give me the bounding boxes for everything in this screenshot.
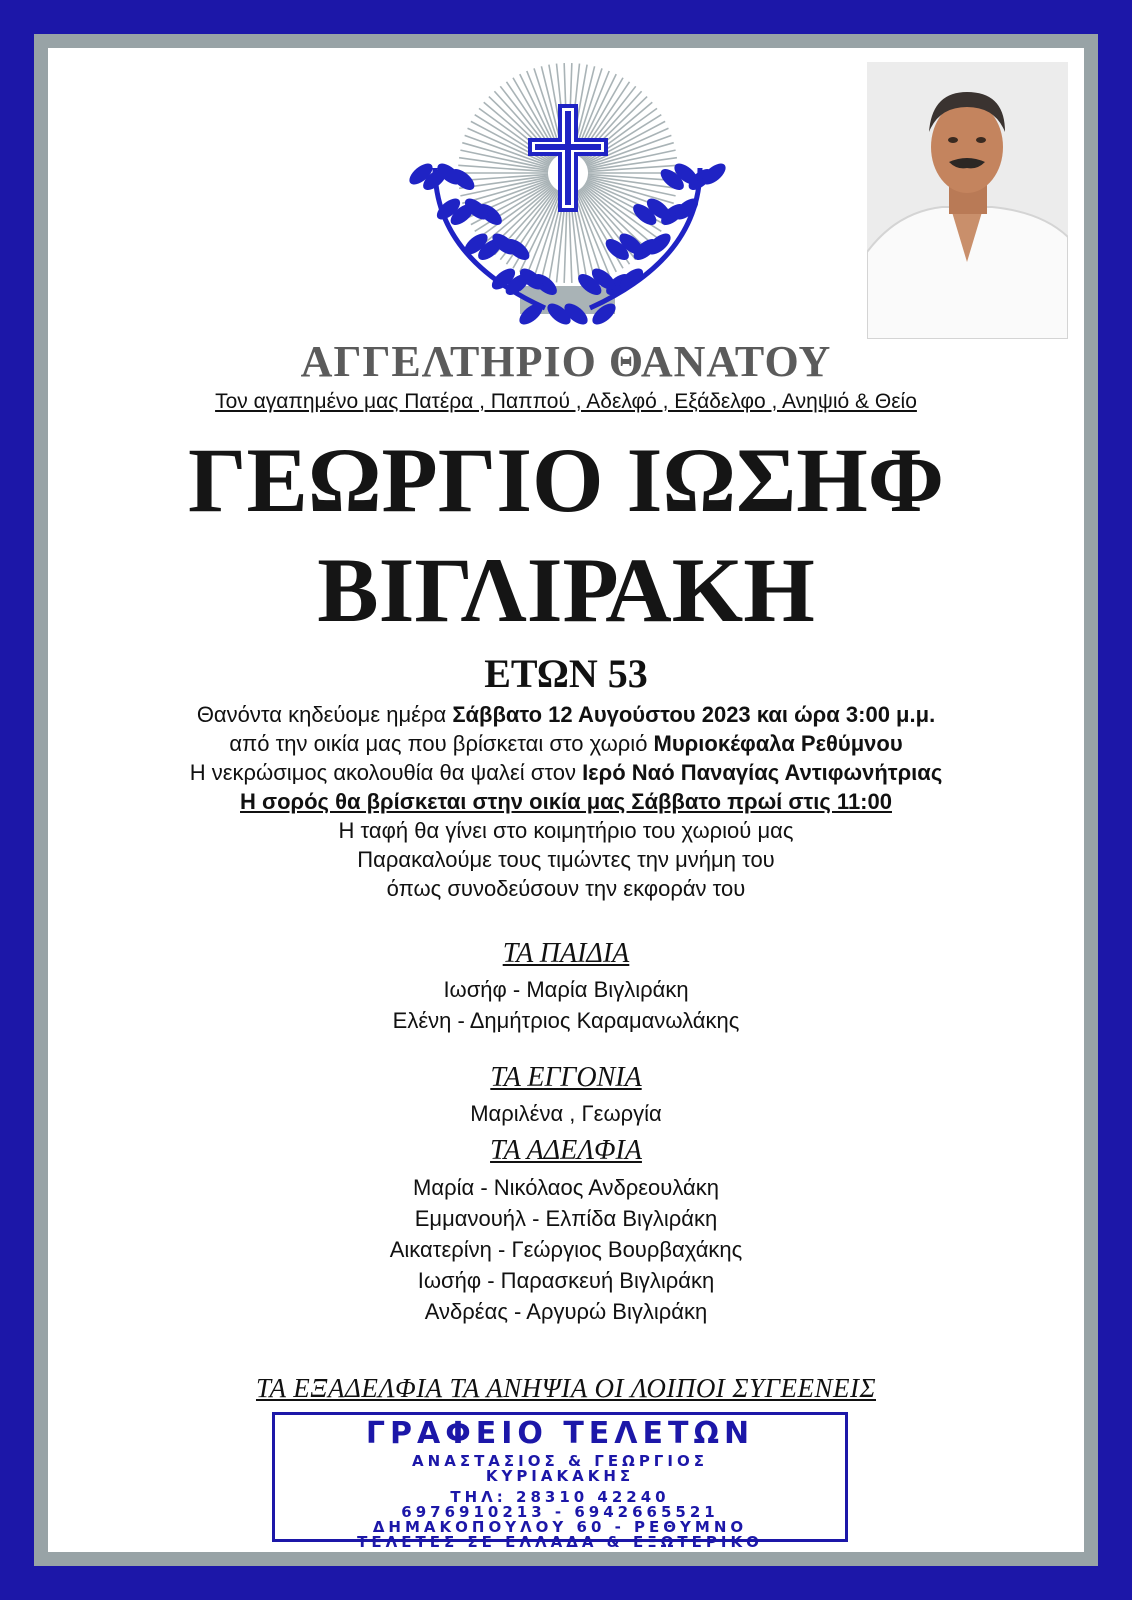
funeral-details: [60, 700, 1072, 903]
detail-viewing-line: Η σορός θα βρίσκεται στην οικία μας Σάββατο πρωί στις 11:00: [240, 789, 892, 814]
funeral-office-owners: ΑΝΑΣΤΑΣΙΟΣ & ΓΕΩΡΓΙΟΣ: [412, 1452, 708, 1470]
detail-home-line: από την οικία μας που βρίσκεται στο χωριό Μυριοκέφαλα Ρεθύμνου: [229, 731, 903, 756]
siblings-list: [60, 1172, 1072, 1327]
notice-title: ΑΓΓΕΛΤΗΡΙΟ ΘΑΝΑΤΟΥ: [300, 337, 832, 386]
children-list: [60, 974, 1072, 1036]
siblings-heading: ΤΑ ΑΔΕΛΦΙΑ: [490, 1135, 642, 1166]
relatives-footer: ΤΑ ΕΞΑΔΕΛΦΙΑ ΤΑ ΑΝΗΨΙΑ ΟΙ ΛΟΙΠΟΙ ΣΥΓΕΕΝΕΙΣ: [255, 1373, 876, 1403]
list-item: Μαρία - Νικόλαος Ανδρεουλάκη: [413, 1175, 719, 1200]
children-heading: ΤΑ ΠΑΙΔΙΑ: [502, 938, 630, 969]
detail-request-line-2: όπως συνοδεύσουν την εκφοράν του: [386, 876, 746, 901]
detail-request-line: Παρακαλούμε τους τιμώντες την μνήμη του: [357, 847, 775, 872]
detail-date-line: Θανόντα κηδεύομε ημέρα Σάββατο 12 Αυγούστου 2023 και ώρα 3:00 μ.μ.: [196, 702, 936, 727]
grandchildren-heading: ΤΑ ΕΓΓΟΝΙΑ: [490, 1062, 642, 1093]
funeral-office-mobiles: 6976910213 - 6942665521: [401, 1503, 719, 1521]
cross-with-laurel-icon: [400, 58, 735, 333]
funeral-office-surname: ΚΥΡΙΑΚΑΚΗΣ: [485, 1467, 635, 1485]
funeral-office-box: [272, 1412, 848, 1551]
detail-church-line: Η νεκρώσιμος ακολουθία θα ψαλεί στον Ιερό Ναό Παναγίας Αντιφωνήτριας: [189, 760, 943, 785]
list-item: Ιωσήφ - Παρασκευή Βιγλιράκη: [417, 1268, 715, 1293]
intro-line: Τον αγαπημένο μας Πατέρα , Παππού , Αδελφό , Εξάδελφο , Ανηψιό & Θείο: [215, 390, 917, 413]
deceased-name-first: ΓΕΩΡΓΙΟ ΙΩΣΗΦ: [187, 429, 945, 531]
list-item: Μαριλένα , Γεωργία: [470, 1101, 662, 1126]
grandchildren-list: [60, 1098, 1072, 1129]
list-item: Αικατερίνη - Γεώργιος Βουρβαχάκης: [389, 1237, 743, 1262]
detail-burial-line: Η ταφή θα γίνει στο κοιμητήριο του χωριού μας: [338, 818, 794, 843]
funeral-office-phone: ΤΗΛ: 28310 42240: [450, 1488, 670, 1506]
age-line: ΕΤΩΝ 53: [484, 651, 648, 696]
deceased-surname: ΒΙΓΛΙΡΑΚΗ: [317, 539, 815, 641]
list-item: Εμμανουήλ - Ελπίδα Βιγλιράκη: [414, 1206, 718, 1231]
list-item: Ανδρέας - Αργυρώ Βιγλιράκη: [424, 1299, 708, 1324]
funeral-office-services: ΤΕΛΕΤΕΣ ΣΕ ΕΛΛΑΔΑ & ΕΞΩΤΕΡΙΚΟ: [357, 1533, 763, 1551]
funeral-office-title: ΓΡΑΦΕΙΟ ΤΕΛΕΤΩΝ: [365, 1416, 755, 1451]
portrait-photo: [867, 62, 1068, 339]
list-item: Ελένη - Δημήτριος Καραμανωλάκης: [392, 1008, 740, 1033]
list-item: Ιωσήφ - Μαρία Βιγλιράκη: [443, 977, 689, 1002]
funeral-office-address: ΔΗΜΑΚΟΠΟΥΛΟΥ 60 - ΡΕΘΥΜΝΟ: [372, 1518, 748, 1536]
